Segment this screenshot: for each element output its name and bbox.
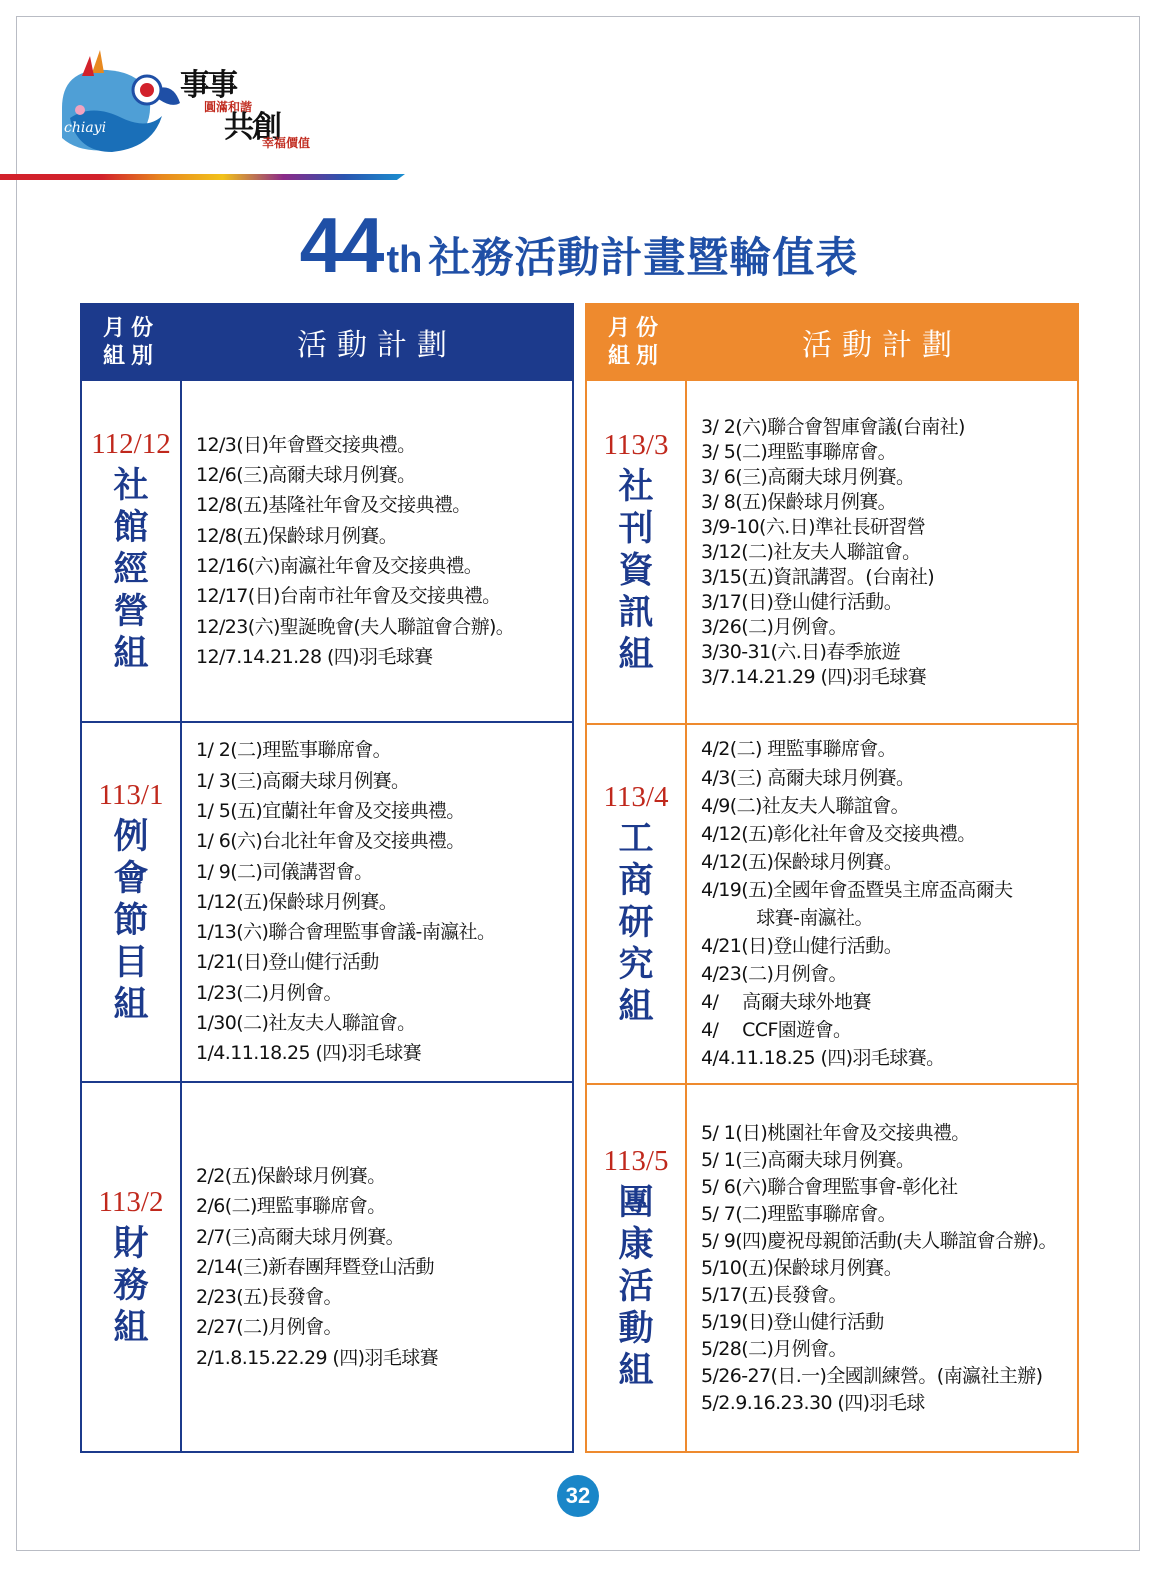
month-label: 113/4 bbox=[603, 781, 669, 813]
activity-item: 4/12(五)保齡球月例賽。 bbox=[701, 850, 903, 873]
group-char: 館 bbox=[113, 507, 149, 548]
group-char: 組 bbox=[618, 634, 654, 675]
title-text: 社務活動計畫暨輪值表 bbox=[428, 233, 859, 282]
activity-item: 4/4.11.18.25 (四)羽毛球賽。 bbox=[701, 1047, 945, 1070]
activity-item: 5/ 6(六)聯合會理監事會-彰化社 bbox=[701, 1175, 958, 1198]
page-number: 32 bbox=[557, 1475, 599, 1517]
activity-cell bbox=[181, 1082, 573, 1452]
activity-item: 1/ 2(二)理監事聯席會。 bbox=[196, 739, 392, 762]
activity-item: 12/23(六)聖誕晚會(夫人聯誼會合辦)。 bbox=[196, 615, 515, 638]
group-char: 會 bbox=[113, 858, 149, 899]
activity-item: 12/17(日)台南市社年會及交接典禮。 bbox=[196, 585, 501, 608]
month-group-cell bbox=[586, 380, 686, 724]
group-char: 組 bbox=[113, 1307, 149, 1348]
month-group-cell bbox=[81, 722, 181, 1082]
activity-item: 2/2(五)保齡球月例賽。 bbox=[196, 1164, 386, 1187]
group-char: 務 bbox=[113, 1265, 149, 1306]
activity-item: 4/23(二)月例會。 bbox=[701, 963, 847, 986]
group-char: 組 bbox=[113, 984, 149, 1025]
activity-item: 12/6(三)高爾夫球月例賽。 bbox=[196, 464, 416, 487]
slogan-line2-small: 幸福價值 bbox=[262, 136, 311, 150]
activity-item: 12/8(五)保齡球月例賽。 bbox=[196, 524, 398, 547]
activity-item: 12/7.14.21.28 (四)羽毛球賽 bbox=[196, 645, 433, 668]
activity-item: 5/26-27(日.一)全國訓練營。(南瀛社主辦) bbox=[701, 1364, 1043, 1387]
activity-item: 1/12(五)保齡球月例賽。 bbox=[196, 890, 398, 913]
header-group: 組別 bbox=[607, 343, 664, 369]
page-title bbox=[0, 200, 1158, 291]
activity-item: 1/ 9(二)司儀講習會。 bbox=[196, 860, 373, 883]
slogan-line1-small: 圓滿和諧 bbox=[204, 100, 253, 114]
group-char: 例 bbox=[113, 816, 149, 857]
activity-item: 3/ 2(六)聯合會智庫會議(台南社) bbox=[701, 415, 965, 438]
group-char: 組 bbox=[618, 1350, 654, 1391]
month-label: 112/12 bbox=[91, 428, 171, 460]
group-char: 工 bbox=[618, 818, 654, 859]
activity-item: 4/2(二) 理監事聯席會。 bbox=[701, 738, 897, 761]
activity-item: 4/9(二)社友夫人聯誼會。 bbox=[701, 794, 910, 817]
header-month: 月份 bbox=[607, 315, 664, 341]
activity-item: 3/9-10(六.日)準社長研習營 bbox=[701, 515, 926, 538]
group-char: 社 bbox=[113, 465, 149, 506]
activity-item: 3/30-31(六.日)春季旅遊 bbox=[701, 640, 900, 663]
logo-text: chiayi bbox=[64, 120, 107, 136]
header-activity: 活動計劃 bbox=[686, 304, 1078, 380]
title-number: 44 bbox=[299, 201, 383, 289]
slogan bbox=[180, 60, 330, 160]
activity-item: 1/30(二)社友夫人聯誼會。 bbox=[196, 1012, 416, 1035]
activity-item: 2/6(二)理監事聯席會。 bbox=[196, 1195, 386, 1218]
activity-item: 2/1.8.15.22.29 (四)羽毛球賽 bbox=[196, 1346, 439, 1369]
activity-item: 5/ 1(日)桃園社年會及交接典禮。 bbox=[701, 1121, 970, 1144]
group-label bbox=[587, 466, 685, 676]
activity-item: 5/19(日)登山健行活動 bbox=[701, 1310, 884, 1333]
slogan-line2: 共創 bbox=[224, 110, 280, 145]
activity-item: 4/21(日)登山健行活動。 bbox=[701, 935, 903, 958]
month-group-cell bbox=[81, 380, 181, 722]
activity-cell bbox=[686, 1084, 1078, 1452]
group-char: 動 bbox=[618, 1308, 654, 1349]
activity-item: 5/2.9.16.23.30 (四)羽毛球 bbox=[701, 1391, 925, 1414]
activity-item: 3/15(五)資訊講習。(台南社) bbox=[701, 565, 935, 588]
group-char: 組 bbox=[618, 986, 654, 1027]
group-label bbox=[82, 1223, 180, 1349]
group-char: 營 bbox=[113, 591, 149, 632]
activity-item: 5/17(五)長發會。 bbox=[701, 1283, 847, 1306]
activity-item: 1/13(六)聯合會理監事會議-南瀛社。 bbox=[196, 921, 496, 944]
activity-item: 2/14(三)新春團拜暨登山活動 bbox=[196, 1255, 434, 1278]
header-month: 月份 bbox=[102, 315, 159, 341]
activity-item: 2/23(五)長發會。 bbox=[196, 1286, 342, 1309]
activity-item: 5/ 9(四)慶祝母親節活動(夫人聯誼會合辦)。 bbox=[701, 1229, 1057, 1252]
activity-item: 3/17(日)登山健行活動。 bbox=[701, 590, 903, 613]
group-label bbox=[587, 1182, 685, 1392]
group-char: 資 bbox=[618, 550, 654, 591]
group-char: 刊 bbox=[618, 508, 654, 549]
month-label: 113/1 bbox=[98, 779, 164, 811]
activity-item: 12/8(五)基隆社年會及交接典禮。 bbox=[196, 494, 471, 517]
group-label bbox=[82, 465, 180, 675]
activity-item: 1/4.11.18.25 (四)羽毛球賽 bbox=[196, 1042, 422, 1065]
group-char: 節 bbox=[113, 900, 149, 941]
chiayi-logo bbox=[52, 48, 187, 158]
activity-item: 5/10(五)保齡球月例賽。 bbox=[701, 1256, 903, 1279]
month-group-cell bbox=[81, 1082, 181, 1452]
month-label: 113/2 bbox=[98, 1186, 164, 1218]
activity-item: 12/16(六)南瀛社年會及交接典禮。 bbox=[196, 555, 483, 577]
activity-cell bbox=[686, 380, 1078, 724]
group-char: 究 bbox=[618, 944, 654, 985]
schedule-table-right bbox=[585, 303, 1079, 1453]
activity-item: 5/28(二)月例會。 bbox=[701, 1337, 847, 1360]
group-char: 財 bbox=[113, 1223, 149, 1264]
group-char: 研 bbox=[618, 902, 654, 943]
group-label bbox=[82, 816, 180, 1026]
slogan-line1: 事事 bbox=[180, 68, 236, 103]
activity-item: 3/ 5(二)理監事聯席會。 bbox=[701, 440, 897, 463]
activity-item: 3/ 8(五)保齡球月例賽。 bbox=[701, 490, 897, 513]
month-group-cell bbox=[586, 724, 686, 1084]
title-suffix: th bbox=[386, 239, 423, 281]
group-char: 商 bbox=[618, 860, 654, 901]
activity-cell bbox=[686, 724, 1078, 1084]
activity-item: 4/ 高爾夫球外地賽 bbox=[701, 991, 871, 1014]
schedule-table-left bbox=[80, 303, 574, 1453]
month-group-cell bbox=[586, 1084, 686, 1452]
activity-item: 1/ 5(五)宜蘭社年會及交接典禮。 bbox=[196, 799, 465, 822]
group-char: 團 bbox=[618, 1182, 654, 1223]
activity-item: 1/21(日)登山健行活動 bbox=[196, 951, 379, 974]
activity-item: 5/ 7(二)理監事聯席會。 bbox=[701, 1202, 897, 1225]
header-group: 組別 bbox=[102, 343, 159, 369]
activity-item: 3/26(二)月例會。 bbox=[701, 615, 847, 638]
group-char: 經 bbox=[113, 549, 149, 590]
group-char: 活 bbox=[618, 1266, 654, 1307]
activity-item: 4/12(五)彰化社年會及交接典禮。 bbox=[701, 822, 976, 845]
activity-item: 球賽-南瀛社。 bbox=[701, 907, 873, 929]
group-char: 社 bbox=[618, 466, 654, 507]
activity-item: 1/23(二)月例會。 bbox=[196, 981, 342, 1004]
activity-item: 2/27(二)月例會。 bbox=[196, 1316, 342, 1339]
header-activity: 活動計劃 bbox=[181, 304, 573, 380]
activity-item: 5/ 1(三)高爾夫球月例賽。 bbox=[701, 1148, 915, 1171]
group-char: 目 bbox=[113, 942, 149, 983]
activity-item: 3/12(二)社友夫人聯誼會。 bbox=[701, 540, 921, 563]
activity-item: 1/ 3(三)高爾夫球月例賽。 bbox=[196, 769, 410, 792]
activity-item: 4/19(五)全國年會盃暨吳主席盃高爾夫 bbox=[701, 878, 1013, 901]
group-char: 訊 bbox=[618, 592, 654, 633]
header-month-group bbox=[81, 304, 181, 380]
activity-item: 3/ 6(三)高爾夫球月例賽。 bbox=[701, 465, 915, 488]
group-char: 組 bbox=[113, 633, 149, 674]
month-label: 113/5 bbox=[603, 1145, 669, 1177]
activity-cell bbox=[181, 722, 573, 1082]
color-stripe bbox=[0, 174, 405, 180]
month-label: 113/3 bbox=[603, 429, 669, 461]
activity-cell bbox=[181, 380, 573, 722]
header-month-group bbox=[586, 304, 686, 380]
activity-item: 2/7(三)高爾夫球月例賽。 bbox=[196, 1225, 405, 1248]
activity-item: 3/7.14.21.29 (四)羽毛球賽 bbox=[701, 665, 927, 688]
group-label bbox=[587, 818, 685, 1028]
activity-item: 1/ 6(六)台北社年會及交接典禮。 bbox=[196, 830, 465, 853]
activity-item: 12/3(日)年會暨交接典禮。 bbox=[196, 433, 416, 456]
group-char: 康 bbox=[618, 1224, 654, 1265]
activity-item: 4/3(三) 高爾夫球月例賽。 bbox=[701, 766, 915, 789]
activity-item: 4/ CCF園遊會。 bbox=[701, 1019, 852, 1042]
